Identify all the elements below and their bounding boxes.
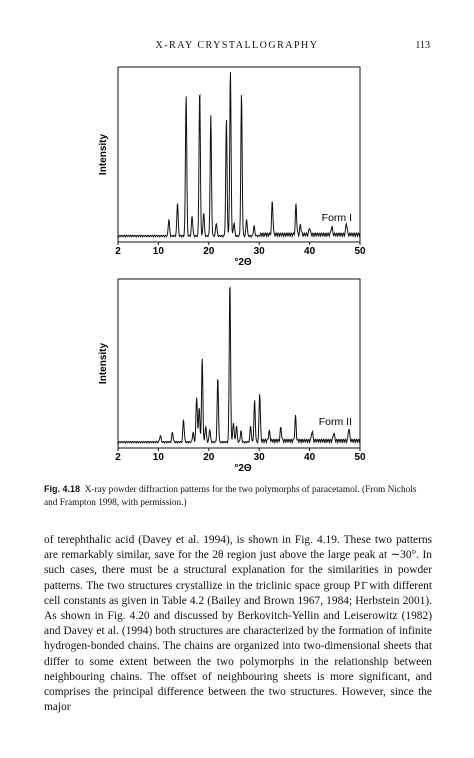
figure-caption [44,483,432,510]
x-tick-label: 50 [354,246,366,257]
x-tick-label: 30 [253,452,265,463]
figure-caption-text: X-ray powder diffraction patterns for the two polymorphs of paracetamol. (From Nichols and Frampton 1998, with permission.) [44,485,417,508]
legend-label: Form II [318,416,352,428]
x-axis-label: °2Θ [234,257,252,268]
x-tick-label: 2 [115,452,121,463]
running-head [0,40,474,54]
xrd-chart-form-1 [0,55,474,270]
body-paragraph: of terephthalic acid (Davey et al. 1994), is shown in Fig. 4.19. These two patterns are remarkably similar, save for the 2θ region just above the large peak at ∼30°. In such cases, there must be a structural explanation for the similarities in powder patterns. The two structures crystallize in the triclinic space group P1̄ with different cell constants as given in Table 4.2 (Bailey and Brown 1967, 1984; Herbstein 2001). As shown in Fig. 4.20 and discussed by Berkovitch-Yellin and Leiserowitz (1982) and Davey et al. (1994) both structures are characterized by the formation of infinite hydrogen-bonded chains. The chains are organized into two-dimensional sheets that differ to some extent between the two polymorphs in the relationship between neighbouring chains. The offset of neighbouring sheets is more significant, and comprises the principal difference between the two structures. However, since the major [44,534,432,714]
body-text [44,533,432,715]
y-axis-label: Intensity [98,342,109,385]
running-head-title: X-RAY CRYSTALLOGRAPHY [155,40,319,51]
x-axis-label: °2Θ [234,463,252,473]
x-tick-label: 50 [354,452,366,463]
xrd-chart-form-2 [0,273,474,473]
page-number: 113 [415,40,430,51]
x-tick-label: 2 [115,246,121,257]
x-tick-label: 20 [203,452,215,463]
legend-label: Form I [321,212,352,224]
y-axis-label: Intensity [98,133,109,176]
x-tick-label: 40 [304,246,316,257]
x-tick-label: 20 [203,246,215,257]
x-tick-label: 40 [304,452,316,463]
x-tick-label: 10 [152,452,164,463]
x-tick-label: 10 [152,246,164,257]
figure-caption-label: Fig. 4.18 [44,484,81,494]
x-tick-label: 30 [253,246,265,257]
